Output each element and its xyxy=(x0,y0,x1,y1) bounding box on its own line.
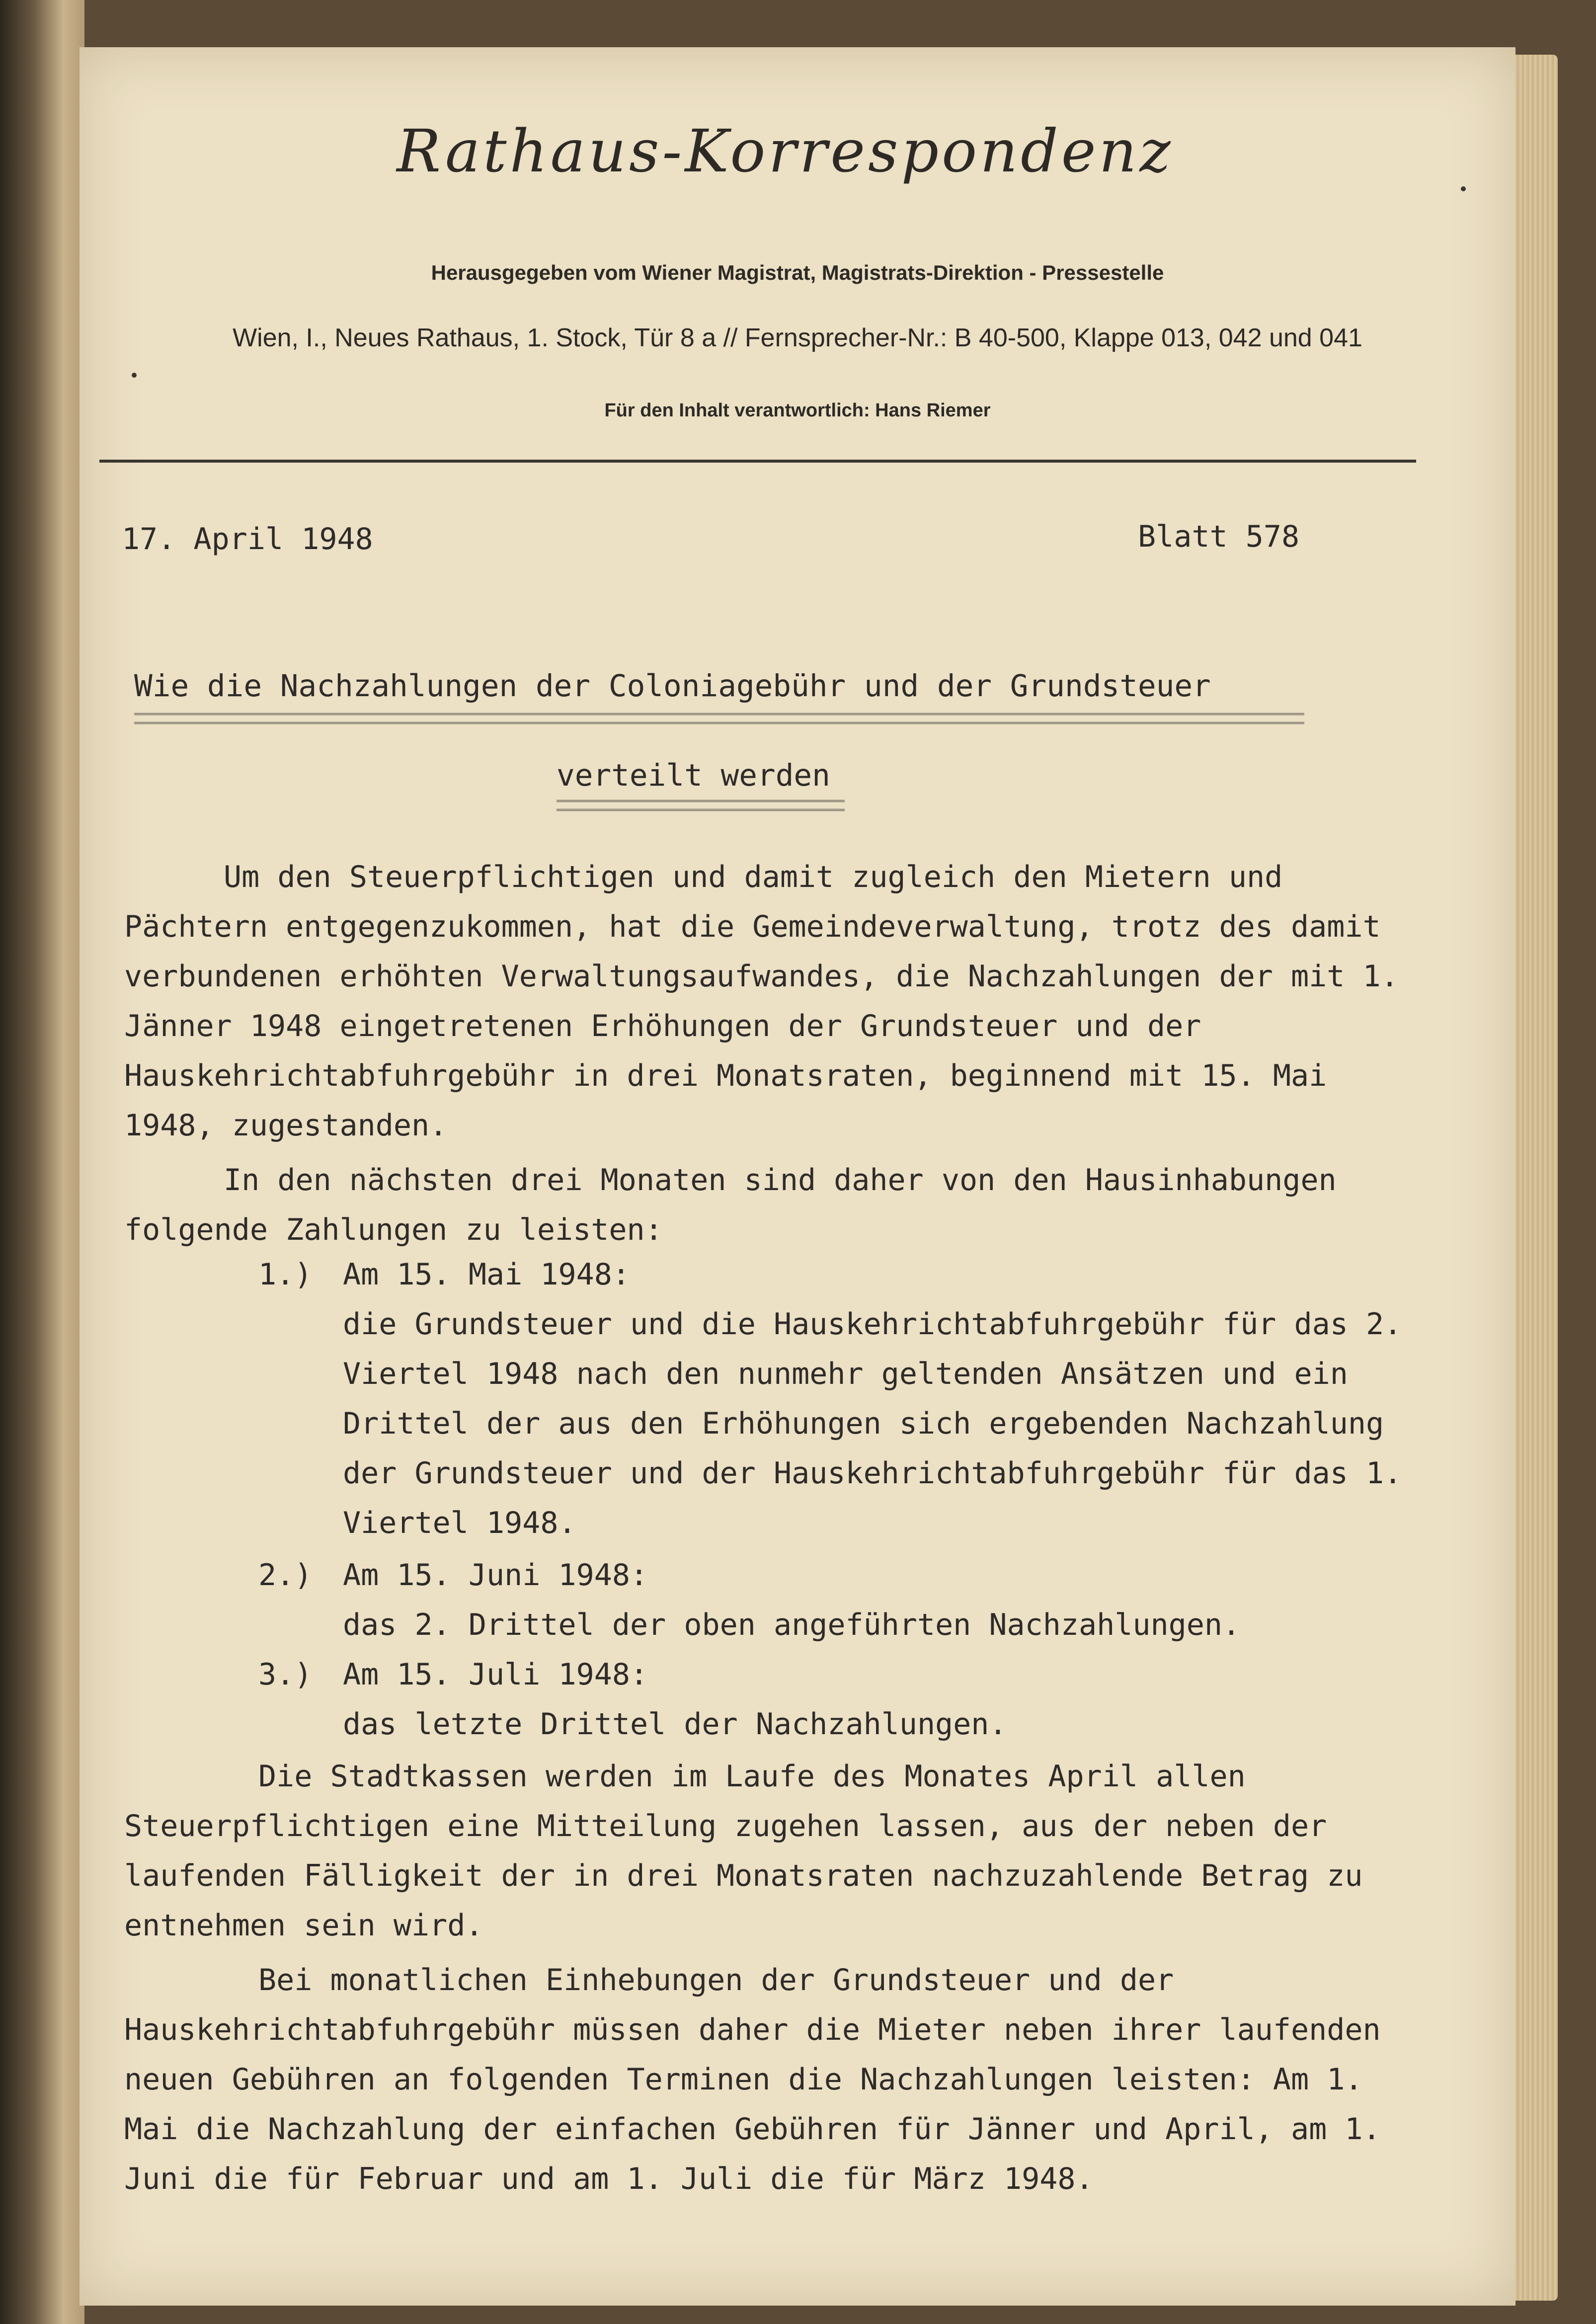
list-item-1 xyxy=(343,1250,1411,1548)
list-item-3 xyxy=(343,1650,1411,1749)
masthead-rule xyxy=(99,460,1416,463)
list-item-date: Am 15. Juni 1948: xyxy=(343,1558,648,1593)
list-item-date: Am 15. Mai 1948: xyxy=(343,1257,630,1292)
book-binding xyxy=(0,0,84,2324)
heading-underline-2 xyxy=(557,800,845,811)
list-item-text: die Grundsteuer und die Hauskehrichtabfuhrgebühr für das 2. Viertel 1948 nach den nunmehr geltenden Ansätzen und ein Drittel der aus den Erhöhungen sich ergebenden Nachzahlung der Grundsteuer und der Hauskehrichtabfuhrgebühr für das 1. Viertel 1948. xyxy=(343,1307,1402,1540)
document-page xyxy=(80,47,1516,2306)
list-item-text: das letzte Drittel der Nachzahlungen. xyxy=(343,1707,1007,1742)
masthead-title: Rathaus-Korrespondenz xyxy=(397,117,1174,185)
list-number-3: 3.) xyxy=(258,1657,313,1692)
address-line: Wien, I., Neues Rathaus, 1. Stock, Tür 8 a // Fernsprecher-Nr.: B 40-500, Klappe 013, 042 und 041 xyxy=(233,323,1362,352)
responsible-line: Für den Inhalt verantwortlich: Hans Riemer xyxy=(604,400,991,421)
sheet-number: Blatt 578 xyxy=(1138,519,1300,554)
paragraph-1: Um den Steuerpflichtigen und damit zugleich den Mietern und Pächtern entgegenzukommen, hat die Gemeindeverwaltung, trotz des damit verbundenen erhöhten Verwaltungsaufwandes, die Nachzahlungen der mit 1. Jänner 1948 eingetretenen Erhöhungen der Grundsteuer und der Hauskehrichtabfuhrgebühr in drei Monatsraten, beginnend mit 15. Mai 1948, zugestanden. xyxy=(124,860,1399,1143)
page-edges xyxy=(1511,55,1558,2301)
list-item-2 xyxy=(343,1550,1411,1650)
list-item-text: das 2. Drittel der oben angeführten Nachzahlungen. xyxy=(343,1607,1241,1642)
publisher-line: Herausgegeben vom Wiener Magistrat, Magistrats-Direktion - Pressestelle xyxy=(431,261,1164,284)
heading-underline-1 xyxy=(134,713,1304,724)
list-number-2: 2.) xyxy=(258,1558,313,1593)
list-number-1: 1.) xyxy=(258,1257,313,1292)
paper-speck xyxy=(132,373,137,378)
paragraph-3: Die Stadtkassen werden im Laufe des Monates April allen Steuerpflichtigen eine Mitteilung zugehen lassen, aus der neben der laufenden Fälligkeit der in drei Monatsraten nachzuzahlende Betrag zu entnehmen sein wird. xyxy=(124,1759,1363,1943)
list-item-date: Am 15. Juli 1948: xyxy=(343,1657,648,1692)
heading-line-2: verteilt werden xyxy=(557,758,830,793)
document-date: 17. April 1948 xyxy=(122,522,373,557)
paragraph-4: Bei monatlichen Einhebungen der Grundsteuer und der Hauskehrichtabfuhrgebühr müssen daher die Mieter neben ihrer laufenden neuen Gebühren an folgenden Terminen die Nachzahlungen leisten: Am 1. Mai die Nachzahlung der einfachen Gebühren für Jänner und April, am 1. Juni die für Februar und am 1. Juli die für März 1948. xyxy=(124,1963,1381,2196)
heading-line-1: Wie die Nachzahlungen der Coloniagebühr und der Grundsteuer xyxy=(134,668,1211,704)
paper-speck xyxy=(1461,186,1466,191)
paragraph-2: In den nächsten drei Monaten sind daher von den Hausinhabungen folgende Zahlungen zu leisten: xyxy=(124,1163,1337,1247)
